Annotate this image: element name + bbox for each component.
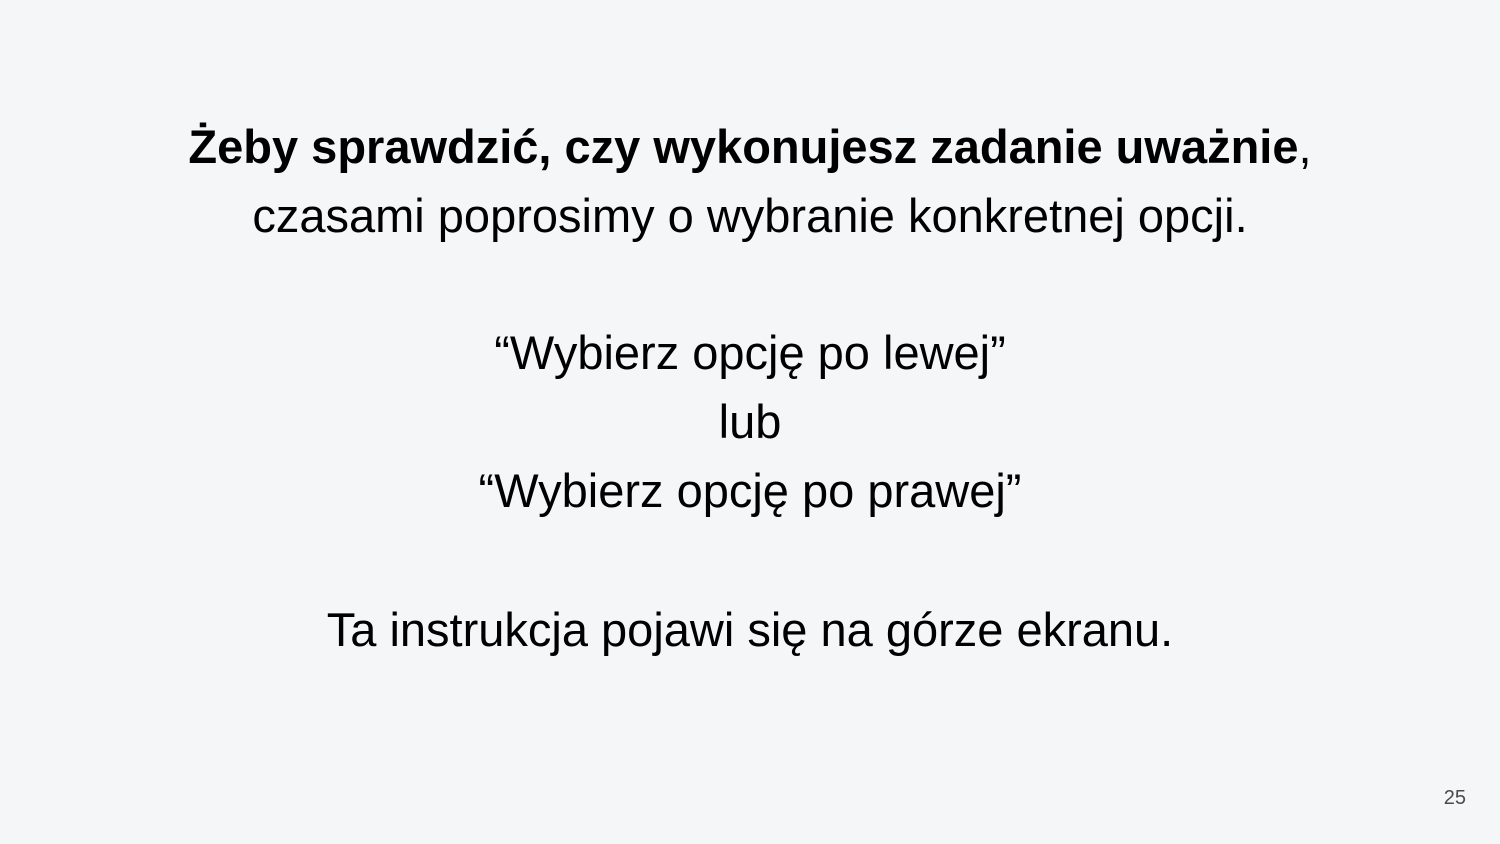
page-number: 25: [1443, 787, 1466, 809]
closing-instruction: Ta instrukcja pojawi się na górze ekranu.: [326, 603, 1174, 656]
example-left-option: “Wybierz opcję po lewej”: [494, 326, 1006, 379]
example-or: lub: [718, 395, 782, 448]
intro-line-1: [0, 117, 1500, 177]
intro-bold-text: Żeby sprawdzić, czy wykonujesz zadanie uważnie: [188, 120, 1299, 173]
intro-comma: ,: [1298, 120, 1312, 173]
example-right-option: “Wybierz opcję po prawej”: [478, 464, 1022, 517]
intro-line-2: czasami poprosimy o wybranie konkretnej opcji.: [252, 189, 1248, 242]
